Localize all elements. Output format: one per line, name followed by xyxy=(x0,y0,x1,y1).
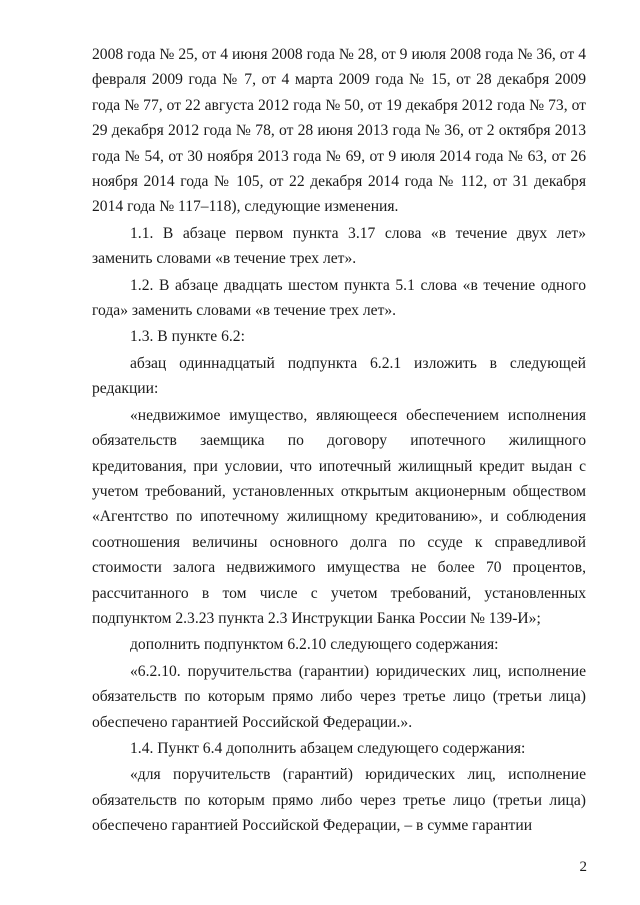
document-body xyxy=(92,42,586,839)
paragraph-item-1-2: 1.2. В абзаце двадцать шестом пункта 5.1 слова «в течение одного года» заменить словами «в течение трех лет». xyxy=(92,276,586,320)
paragraph-item-1-3: 1.3. В пункте 6.2: xyxy=(130,328,245,346)
paragraph-item-1-3-b-quote: «6.2.10. поручительства (гарантии) юридических лиц, исполнение обязательств по которым прямо либо через третье лицо (третьи лица) обеспечено гарантией Российской Федерации.». xyxy=(92,662,586,731)
paragraph-item-1-4-quote: «для поручительств (гарантий) юридических лиц, исполнение обязательств по которым прямо либо через третье лицо (третьи лица) обеспечено гарантией Российской Федерации, – в сумме гарантии xyxy=(92,766,586,835)
paragraph-item-1-3-a: абзац одиннадцатый подпункта 6.2.1 изложить в следующей редакции: xyxy=(92,354,586,398)
paragraph-intro-continued: 2008 года № 25, от 4 июня 2008 года № 28, от 9 июля 2008 года № 36, от 4 февраля 2009 года № 7, от 4 марта 2009 года № 15, от 28 декабря 2009 года № 77, от 22 августа 2012 года № 50, от 19 декабря 2012 года № 73, от 29 декабря 2012 года № 78, от 28 июня 2013 года № 36, от 2 октября 2013 года № 54, от 30 ноября 2013 года № 69, от 9 июля 2014 года № 63, от 26 ноября 2014 года № 105, от 22 декабря 2014 года № 112, от 31 декабря 2014 года № 117–118), следующие изменения. xyxy=(92,46,586,216)
paragraph-item-1-1: 1.1. В абзаце первом пункта 3.17 слова «в течение двух лет» заменить словами «в течение трех лет». xyxy=(92,224,586,268)
paragraph-item-1-4: 1.4. Пункт 6.4 дополнить абзацем следующего содержания: xyxy=(130,739,526,757)
paragraph-item-1-3-b: дополнить подпунктом 6.2.10 следующего содержания: xyxy=(130,636,499,654)
page-number: 2 xyxy=(579,859,587,875)
paragraph-item-1-3-quote: «недвижимое имущество, являющееся обеспечением исполнения обязательств заемщика по договору ипотечного жилищного кредитования, при условии, что ипотечный жилищный кредит выдан с учетом требований, установленных открытым акционерным обществом «Агентство по ипотечному жилищному кредитованию», и соблюдения соотношения величины основного долга по ссуде к справедливой стоимости залога недвижимого имущества не более 70 процентов, рассчитанного в том числе с учетом требований, установленных подпунктом 2.3.23 пункта 2.3 Инструкции Банка России № 139-И»; xyxy=(92,406,586,627)
